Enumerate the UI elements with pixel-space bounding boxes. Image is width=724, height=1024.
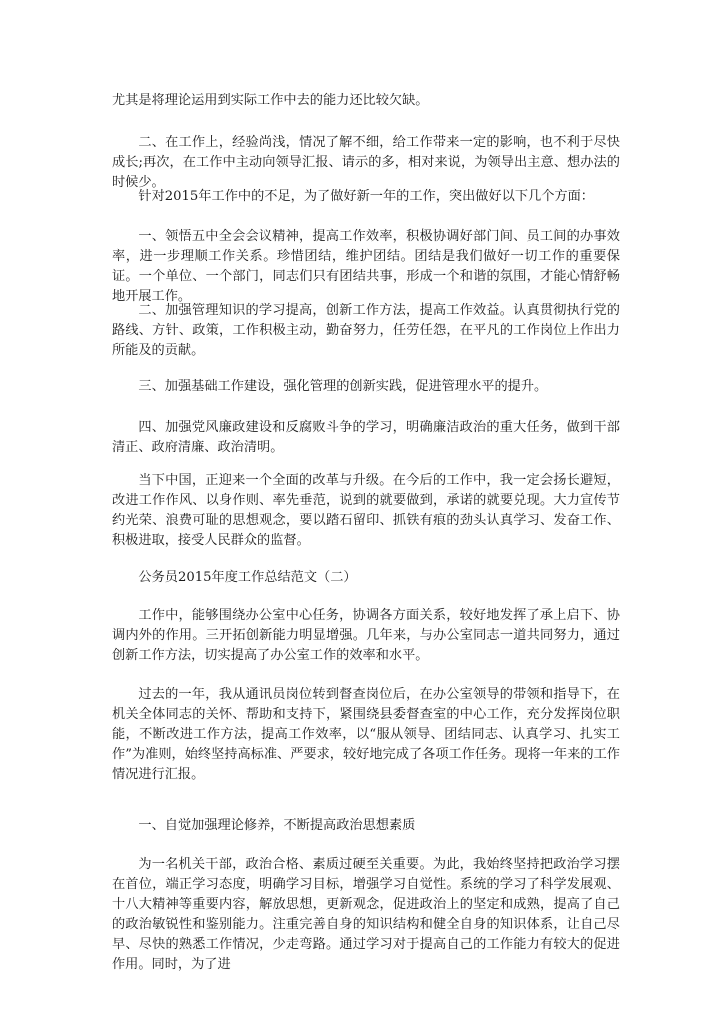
paragraph-11: 为一名机关干部，政治合格、素质过硬至关重要。为此，我始终坚持把政治学习摆在首位，端正学习态度，明确学习目标，增强学习自觉性。系统的学习了科学发展观、十八大精神等重要内容，解放思想，更新观念，促进政治上的坚定和成熟，提高了自己的政治敏锐性和鉴别能力。注重完善自身的知识结构和健全自身的知识体系，让自己尽早、尽快的熟悉工作情况，少走弯路。通过学习对于提高自己的工作能力有较大的促进作用。同时，为了进 xyxy=(112,857,620,972)
paragraph-1: 尤其是将理论运用到实际工作中去的能力还比较欠缺。 xyxy=(112,93,429,108)
paragraph-8: 当下中国，正迎来一个全面的改革与升级。在今后的工作中，我一定会扬长避短，改进工作作风、以身作则、率先垂范，说到的就要做到，承诺的就要兑现。大力宣传节约光荣、浪费可耻的思想观念，要以踏石留印、抓铁有痕的劲头认真学习、发奋工作、积极进取，接受人民群众的监督。 xyxy=(112,473,620,548)
paragraph-3: 针对2015年工作中的不足，为了做好新一年的工作，突出做好以下几个方面： xyxy=(138,189,594,204)
section-title: 公务员2015年度工作总结范文（二） xyxy=(138,570,357,585)
paragraph-4: 一、领悟五中全会会议精神，提高工作效率，积极协调好部门间、员工间的办事效率，进一步理顺工作关系。珍惜团结，维护团结。团结是我们做好一切工作的重要保证。一个单位、一个部门，同志们只有团结共事，形成一个和谐的氛围，才能心情舒畅地开展工作。 xyxy=(112,229,620,304)
subheading-1: 一、自觉加强理论修养，不断提高政治思想素质 xyxy=(138,818,416,833)
paragraph-6: 三、加强基础工作建设，强化管理的创新实践，促进管理水平的提升。 xyxy=(138,379,548,394)
paragraph-10: 过去的一年，我从通讯员岗位转到督查岗位后，在办公室领导的带领和指导下，在机关全体同志的关怀、帮助和支持下，紧围绕县委督查室的中心工作，充分发挥岗位职能，不断改进工作方法，提高工作效率，以“服从领导、团结同志、认真学习、扎实工作”为准则，始终坚持高标准、严要求，较好地完成了各项工作任务。现将一年来的工作情况进行汇报。 xyxy=(112,687,620,782)
paragraph-5: 二、加强管理知识的学习提高，创新工作方法，提高工作效益。认真贯彻执行党的路线、方针、政策，工作积极主动，勤奋努力，任劳任怨，在平凡的工作岗位上作出力所能及的贡献。 xyxy=(112,303,620,358)
paragraph-2: 二、在工作上，经验尚浅，情况了解不细，给工作带来一定的影响，也不利于尽快成长;再次，在工作中主动向领导汇报、请示的多，相对来说，为领导出主意、想办法的时候少。 xyxy=(112,135,620,190)
paragraph-9: 工作中，能够围绕办公室中心任务，协调各方面关系，较好地发挥了承上启下、协调内外的作用。三开拓创新能力明显增强。几年来，与办公室同志一道共同努力，通过创新工作方法，切实提高了办公室工作的效率和水平。 xyxy=(112,608,620,663)
paragraph-7: 四、加强党风廉政建设和反腐败斗争的学习，明确廉洁政治的重大任务，做到干部清正、政府清廉、政治清明。 xyxy=(112,420,620,455)
